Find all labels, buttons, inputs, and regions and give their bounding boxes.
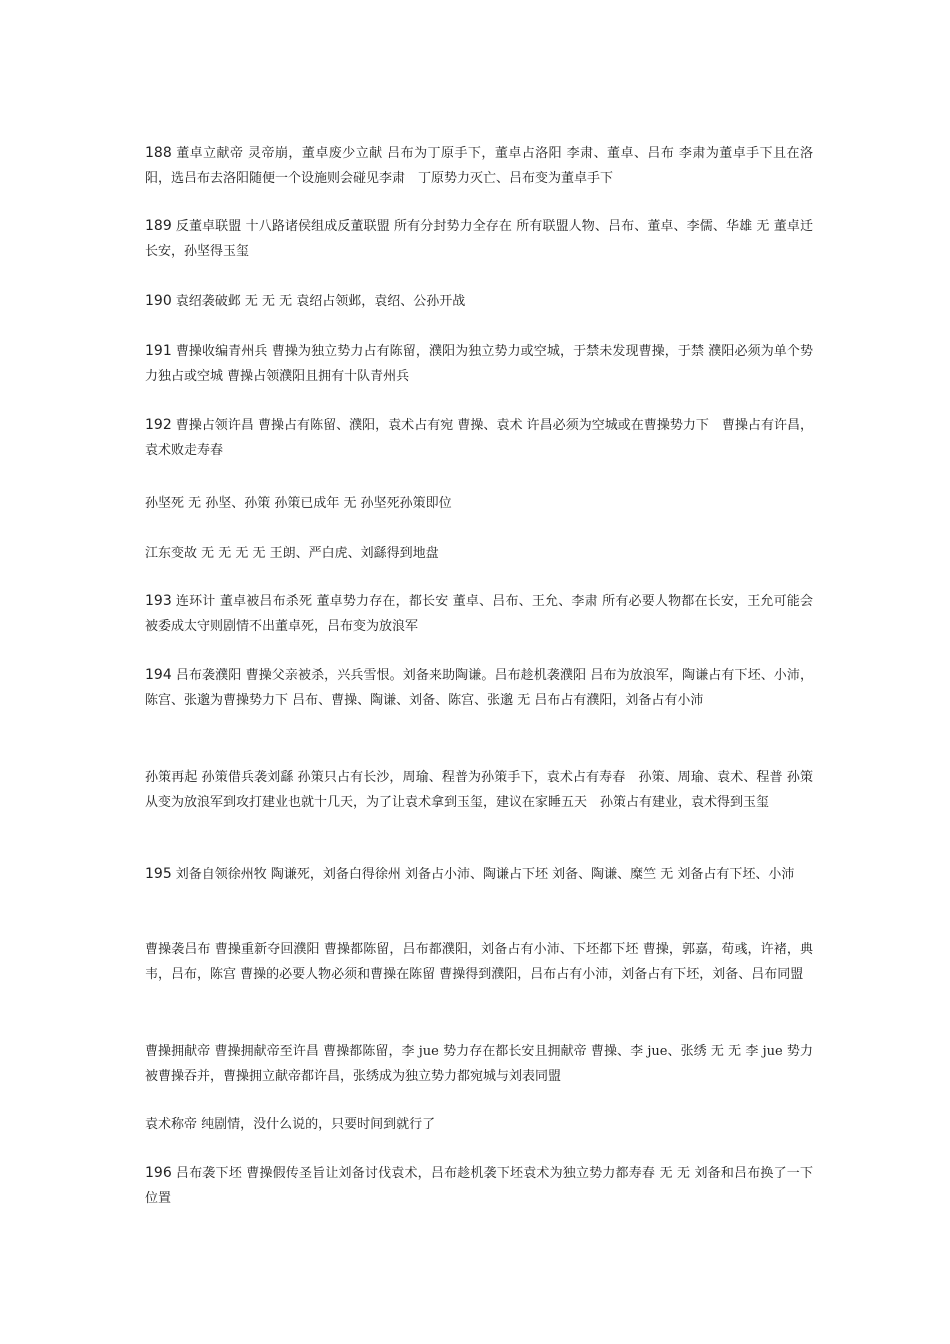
paragraph-cao-cao-attack-lu-bu [145,937,813,987]
paragraph-text: 吕布袭下坯 曹操假传圣旨让刘备讨伐袁术，吕布趁机袭下坯袁术为独立势力都寿春 无 无 刘备和吕布换了一下位置 [145,1166,813,1206]
paragraph-text: 曹操拥献帝 曹操拥献帝至许昌 曹操都陈留，李 jue 势力存在都长安且拥献帝 曹操、李 jue、张绣 无 无 李 jue 势力被曹操吞并，曹操拥立献帝都许昌，张绣成为独立势力都宛城与刘表同盟 [145,1044,813,1084]
paragraph-text: 江东变故 无 无 无 无 王朗、严白虎、刘繇得到地盘 [145,546,439,561]
paragraph-text: 孙坚死 无 孙坚、孙策 孙策已成年 无 孙坚死孙策即位 [145,496,452,511]
year-number: 190 [145,293,172,309]
paragraph-text: 反董卓联盟 十八路诸侯组成反董联盟 所有分封势力全存在 所有联盟人物、吕布、董卓、李儒、华雄 无 董卓迁长安，孙坚得玉玺 [145,219,813,259]
paragraph-192 [145,413,813,463]
paragraph-188 [145,141,813,191]
paragraph-text: 董卓立献帝 灵帝崩，董卓废少立献 吕布为丁原手下，董卓占洛阳 李肃、董卓、吕布 李肃为董卓手下且在洛阳，选吕布去洛阳随便一个设施则会碰见李肃 丁原势力灭亡、吕布变为董卓手下 [145,146,813,186]
paragraph-189 [145,214,813,264]
paragraph-sun-ce-rise [145,765,813,815]
paragraph-190 [145,289,813,314]
year-number: 192 [145,417,172,433]
paragraph-text: 袁绍袭破邺 无 无 无 袁绍占领邺，袁绍、公孙开战 [175,294,466,309]
paragraph-text: 连环计 董卓被吕布杀死 董卓势力存在，都长安 董卓、吕布、王允、李肃 所有必要人物都在长安，王允可能会被委成太守则剧情不出董卓死，吕布变为放浪军 [145,594,813,634]
paragraph-text: 孙策再起 孙策借兵袭刘繇 孙策只占有长沙，周瑜、程普为孙策手下，袁术占有寿春 孙策、周瑜、袁术、程普 孙策从变为放浪军到攻打建业也就十几天，为了让袁术拿到玉玺，建议在家睡五天 孙策占有建业，袁术得到玉玺 [145,770,813,810]
paragraph-sun-jian-death [145,491,813,516]
year-number: 194 [145,667,172,683]
year-number: 193 [145,593,172,609]
year-number: 196 [145,1165,172,1181]
year-number: 189 [145,218,172,234]
paragraph-text: 刘备自领徐州牧 陶谦死，刘备白得徐州 刘备占小沛、陶谦占下坯 刘备、陶谦、糜竺 无 刘备占有下坯、小沛 [175,867,795,882]
paragraph-196 [145,1161,813,1211]
paragraph-text: 曹操占领许昌 曹操占有陈留、濮阳，袁术占有宛 曹操、袁术 许昌必须为空城或在曹操势力下 曹操占有许昌，袁术败走寿春 [145,418,813,458]
paragraph-text: 袁术称帝 纯剧情，没什么说的，只要时间到就行了 [145,1117,436,1132]
paragraph-text: 曹操收编青州兵 曹操为独立势力占有陈留，濮阳为独立势力或空城，于禁未发现曹操，于禁 濮阳必须为单个势力独占或空城 曹操占领濮阳且拥有十队青州兵 [145,344,813,384]
paragraph-195 [145,862,813,887]
paragraph-text: 曹操袭吕布 曹操重新夺回濮阳 曹操都陈留，吕布都濮阳，刘备占有小沛、下坯都下坯 曹操，郭嘉，荀彧，许褚，典韦，吕布，陈宫 曹操的必要人物必须和曹操在陈留 曹操得到濮阳，吕布占有小沛，刘备占有下坯，刘备、吕布同盟 [145,942,813,982]
paragraph-194 [145,663,813,713]
paragraph-cao-cao-emperor [145,1039,813,1089]
paragraph-text: 吕布袭濮阳 曹操父亲被杀，兴兵雪恨。刘备来助陶谦。吕布趁机袭濮阳 吕布为放浪军，陶谦占有下坯、小沛，陈宫、张邈为曹操势力下 吕布、曹操、陶谦、刘备、陈宫、张邈 无 吕布占有濮阳，刘备占有小沛 [145,668,813,708]
year-number: 191 [145,343,172,359]
paragraph-jiangdong [145,541,813,566]
paragraph-193 [145,589,813,639]
paragraph-191 [145,339,813,389]
year-number: 188 [145,145,172,161]
year-number: 195 [145,866,172,882]
paragraph-yuan-shu-emperor [145,1112,813,1137]
